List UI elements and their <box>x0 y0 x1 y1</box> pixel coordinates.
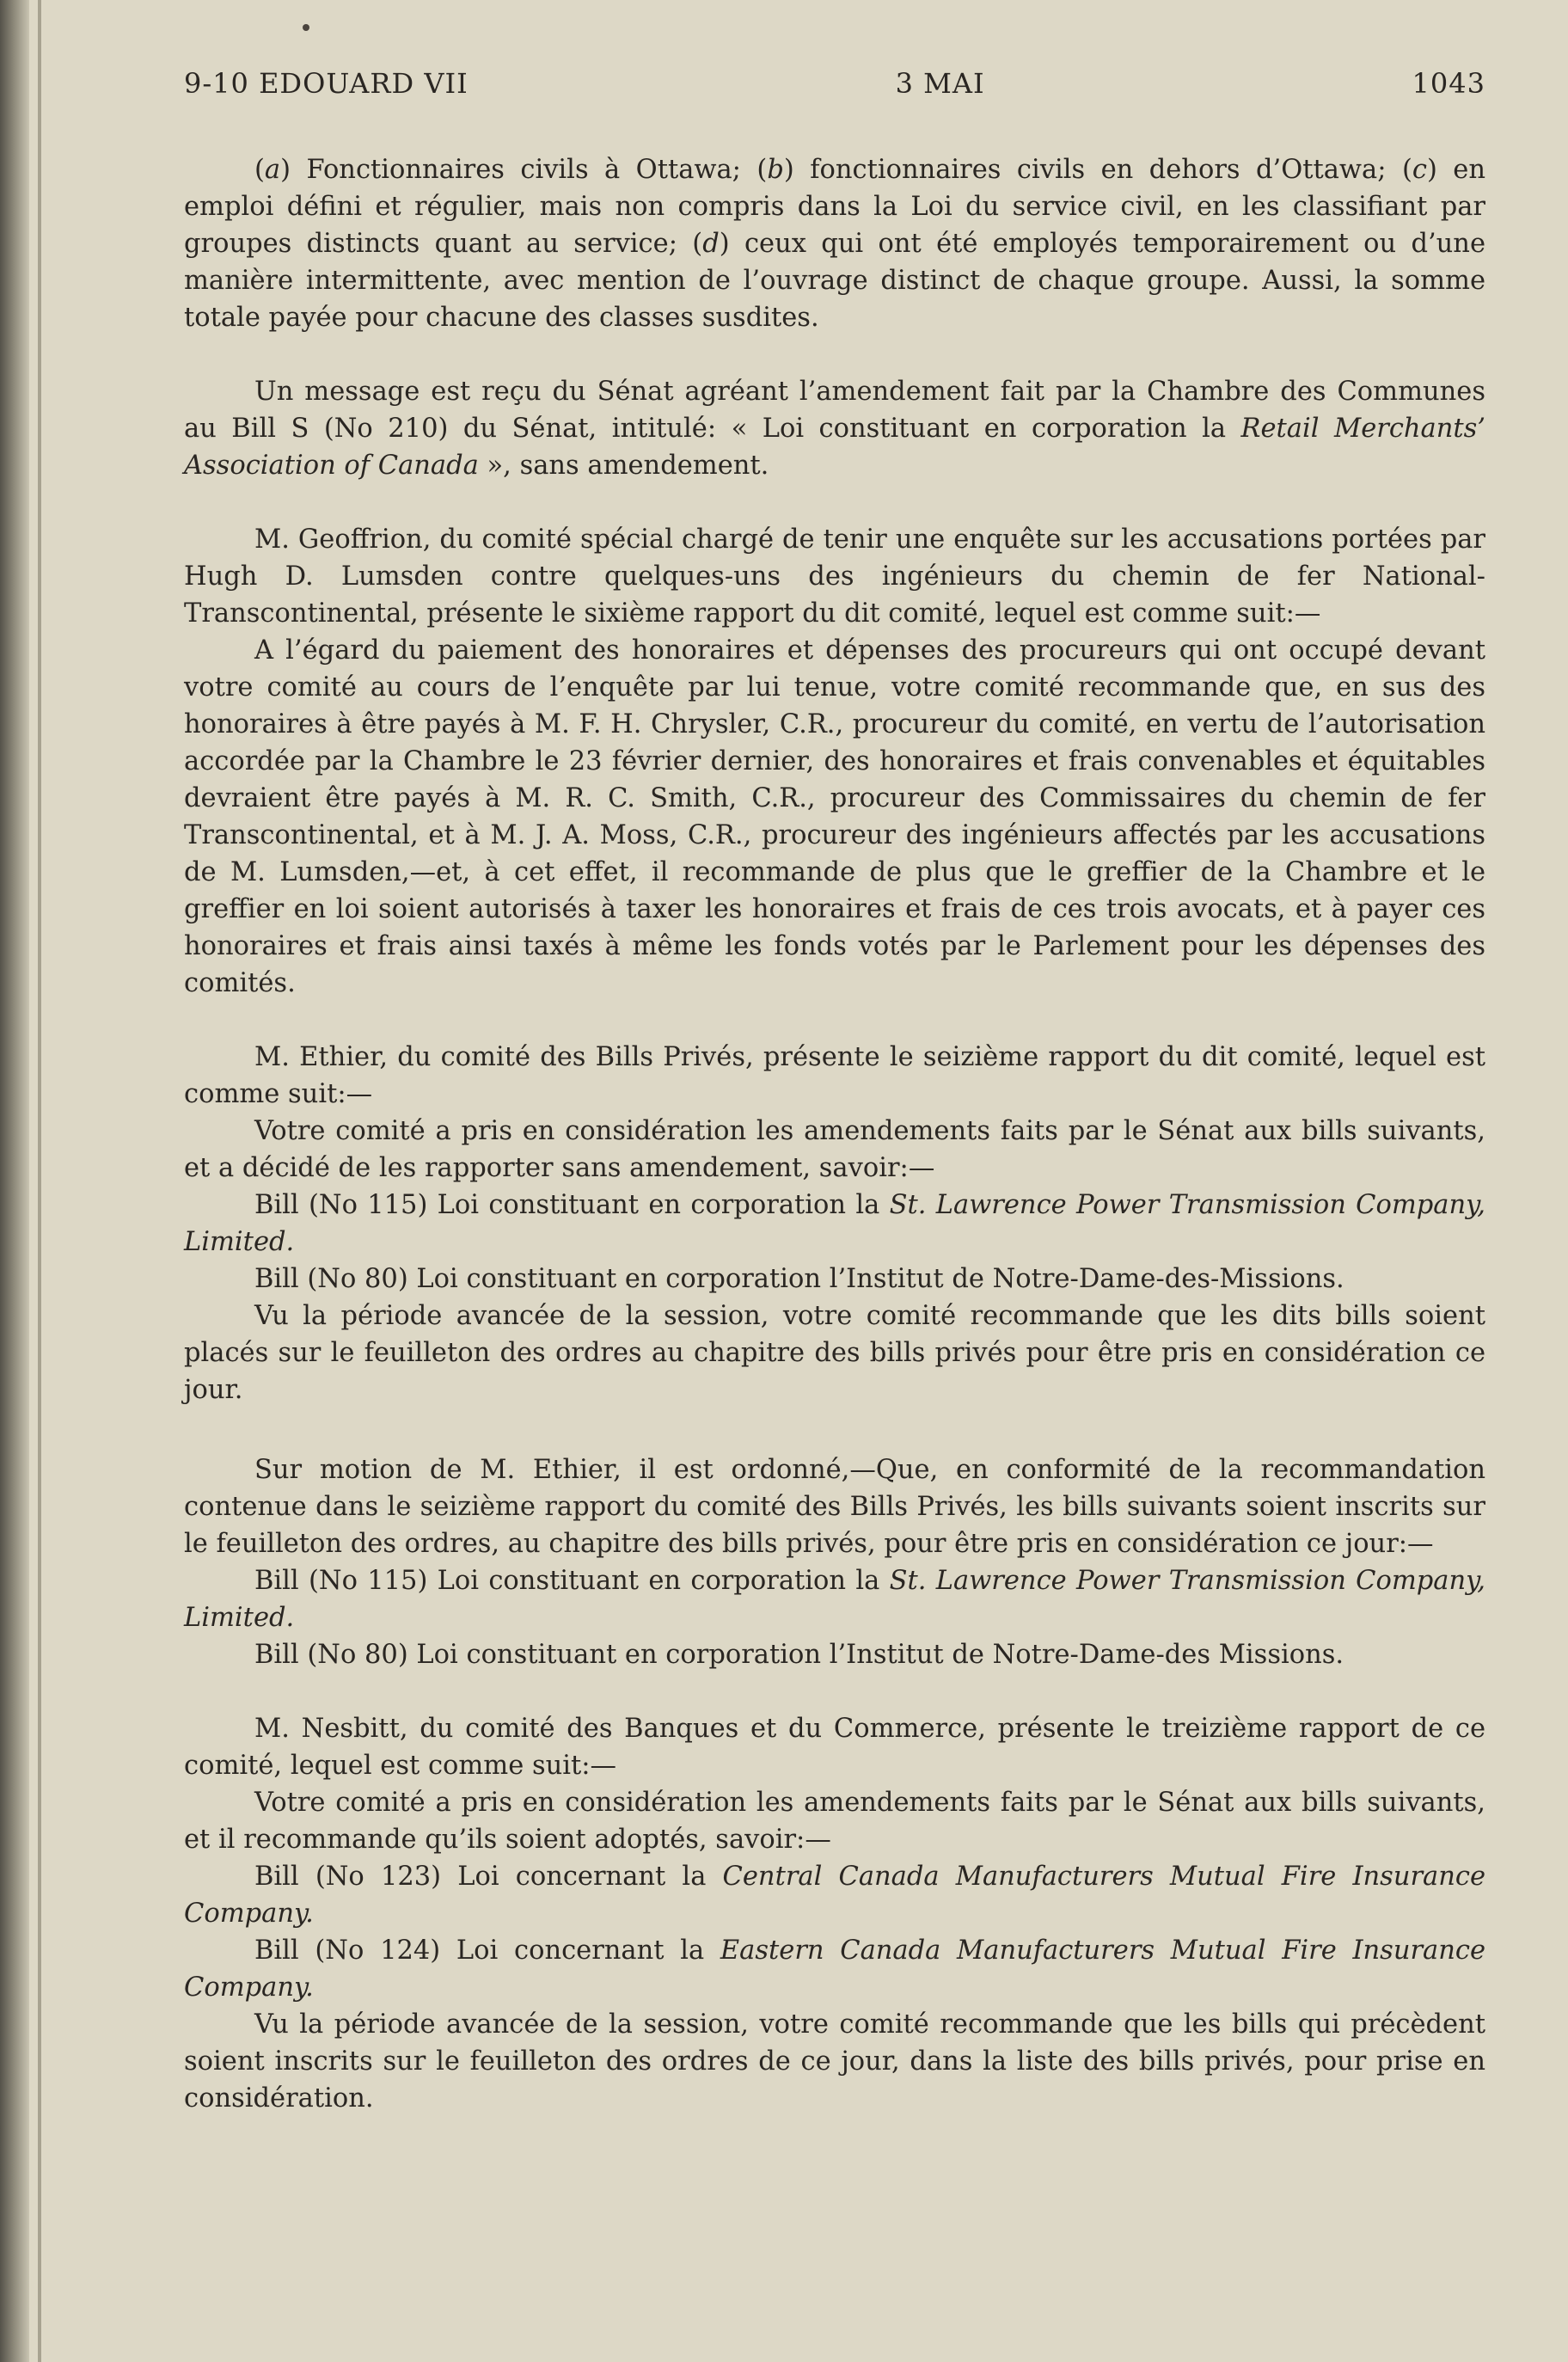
page-number: 1043 <box>1412 67 1485 100</box>
bill-123-entry: Bill (No 123) Loi concernant la Central Canada Manufacturers Mutual Fire Insurance Company. <box>184 1862 1486 1929</box>
page-body <box>184 151 1485 2117</box>
paragraph-nesbitt-intro: M. Nesbitt, du comité des Banques et du Commerce, présente le treizième rapport de ce comité, lequel est comme suit:— <box>184 1714 1485 1781</box>
bill-115-entry: Bill (No 115) Loi constituant en corporation la St. Lawrence Power Transmission Company, Limited. <box>184 1190 1485 1257</box>
paragraph-ethier-closing: Vu la période avancée de la session, votre comité recommande que les dits bills soient placés sur le feuilleton des ordres au chapitre des bills privés pour être pris en considération ce jour. <box>184 1301 1485 1405</box>
binding-edge <box>0 0 29 2362</box>
running-header <box>184 67 1485 115</box>
paragraph-ethier-intro: M. Ethier, du comité des Bills Privés, présente le seizième rapport du dit comité, lequel est comme suit:— <box>184 1042 1485 1109</box>
paragraph-motion-ethier: Sur motion de M. Ethier, il est ordonné,—Que, en conformité de la recommandation contenue dans le seizième rapport du comité des Bills Privés, les bills suivants soient inscrits sur le feuilleton des ordres, au chapitre des bills privés, pour être pris en considération ce jour:— <box>184 1455 1485 1559</box>
binding-shadow-line <box>38 0 41 2362</box>
header-date: 3 MAI <box>895 67 985 100</box>
paragraph-return-list: (a) Fonctionnaires civils à Ottawa; (b) fonctionnaires civils en dehors d’Ottawa; (c) en emploi défini et régulier, mais non compris dans la Loi du service civil, en les classifiant par groupes distincts quant au service; (d) ceux qui ont été employés temporairement ou d’une manière intermittente, avec mention de l’ouvrage distinct de chaque groupe. Aussi, la somme totale payée pour chacune des classes susdites. <box>184 155 1485 333</box>
header-session: 9-10 EDOUARD VII <box>184 67 469 100</box>
paragraph-geoffrion-intro: M. Geoffrion, du comité spécial chargé de tenir une enquête sur les accusations portées par Hugh D. Lumsden contre quelques-uns des ingénieurs du chemin de fer National-Transcontinental, présente le sixième rapport du dit comité, lequel est comme suit:— <box>184 525 1485 629</box>
bill-80-entry: Bill (No 80) Loi constituant en corporation l’Institut de Notre-Dame-des-Missions. <box>254 1264 1344 1294</box>
paragraph-ethier-amendments: Votre comité a pris en considération les amendements faits par le Sénat aux bills suivants, et a décidé de les rapporter sans amendement, savoir:— <box>184 1116 1485 1183</box>
paragraph-nesbitt-closing: Vu la période avancée de la session, votre comité recommande que les bills qui précèdent soient inscrits sur le feuilleton des ordres de ce jour, dans la liste des bills privés, pour prise en considération. <box>184 2009 1485 2114</box>
journal-page <box>184 67 1485 2117</box>
bill-124-entry: Bill (No 124) Loi concernant la Eastern Canada Manufacturers Mutual Fire Insurance Company. <box>184 1936 1485 2003</box>
paragraph-senate-message: Un message est reçu du Sénat agréant l’amendement fait par la Chambre des Communes au Bill S (No 210) du Sénat, intitulé: « Loi constituant en corporation la Retail Merchants’ Association of Canada », sans amendement. <box>184 377 1485 481</box>
paragraph-geoffrion-report: A l’égard du paiement des honoraires et dépenses des procureurs qui ont occupé devant votre comité au cours de l’enquête par lui tenue, votre comité recommande que, en sus des honoraires à être payés à M. F. H. Chrysler, C.R., procureur du comité, en vertu de l’autorisation accordée par la Chambre le 23 février dernier, des honoraires et frais convenables et équitables devraient être payés à M. R. C. Smith, C.R., procureur des Commissaires du chemin de fer Transcontinental, et à M. J. A. Moss, C.R., procureur des ingénieurs affectés par les accusations de M. Lumsden,—et, à cet effet, il recommande de plus que le greffier de la Chambre et le greffier en loi soient autorisés à taxer les honoraires et frais de ces trois avocats, et à payer ces honoraires et frais ainsi taxés à même les fonds votés par le Parlement pour les dépenses des comités. <box>184 635 1485 998</box>
bill-115-order: Bill (No 115) Loi constituant en corporation la St. Lawrence Power Transmission Company, Limited. <box>184 1566 1485 1633</box>
paragraph-nesbitt-amendments: Votre comité a pris en considération les amendements faits par le Sénat aux bills suivants, et il recommande qu’ils soient adoptés, savoir:— <box>184 1788 1485 1855</box>
ink-speck <box>303 24 309 31</box>
bill-80-order: Bill (No 80) Loi constituant en corporation l’Institut de Notre-Dame-des Missions. <box>254 1640 1344 1670</box>
